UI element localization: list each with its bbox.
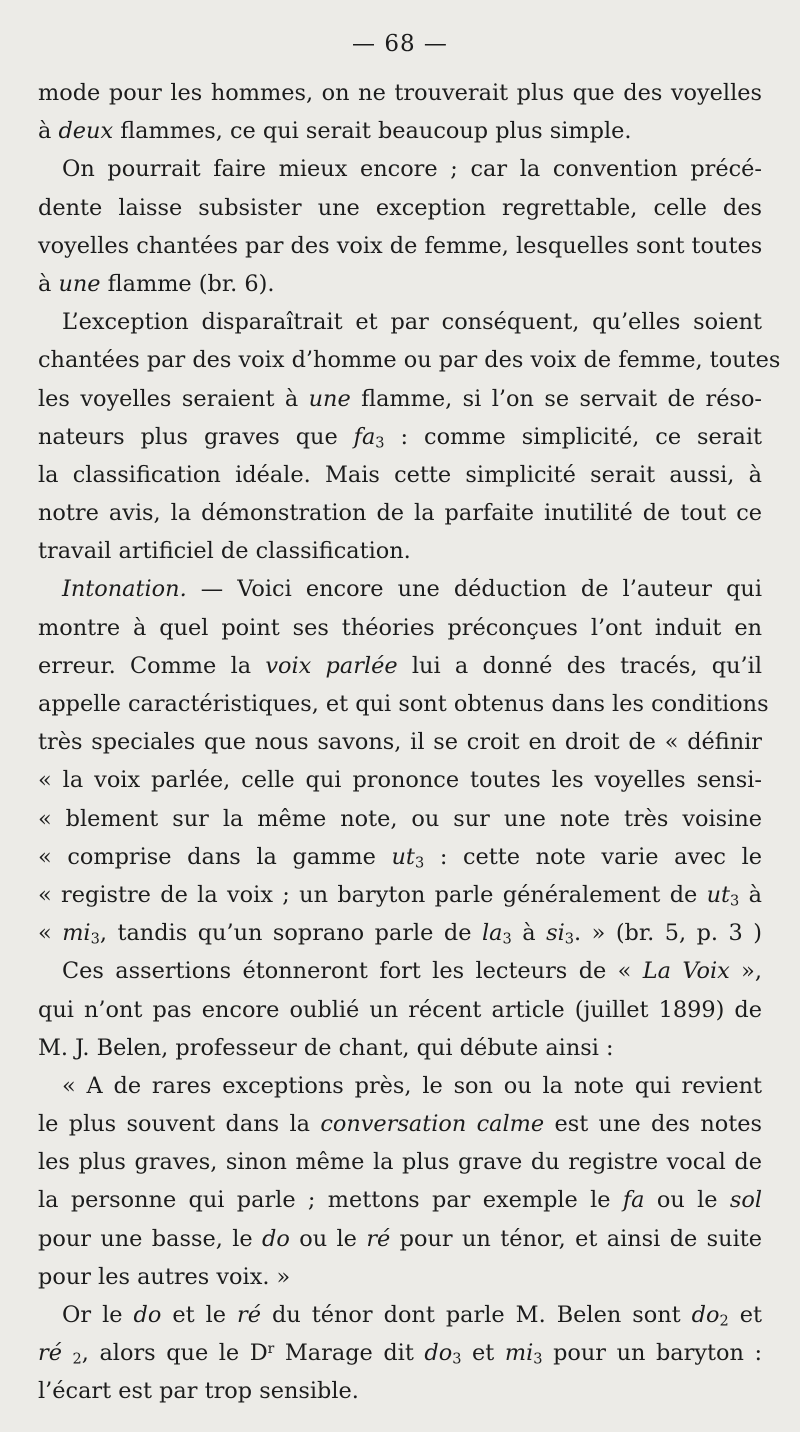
text-line: à deux flammes, ce qui serait beaucoup plus simple. (38, 118, 632, 145)
text-line: voyelles chantées par des voix de femme, lesquelles sont toutes (38, 232, 763, 259)
text-line: « blement sur la même note, ou sur une note très voisine (38, 805, 762, 832)
text-line: nateurs plus graves que $fa_3$ : comme simplicité, ce serait (38, 423, 762, 452)
text-line: erreur. Comme la voix parlée lui a donné des tracés, qu’il (38, 652, 762, 679)
text-line: les voyelles seraient à une flamme, si l’on se servait de réso- (38, 385, 762, 412)
text-line: pour une basse, le do ou le ré pour un ténor, et ainsi de suite (38, 1225, 762, 1252)
text-line: L’exception disparaîtrait et par conséquent, qu’elles soient (62, 309, 762, 336)
text-line: ré $_2$, alors que le $D^r$ Marage dit $do_3$ et $mi_3$ pour un baryton : (38, 1340, 762, 1368)
text-line: Ces assertions étonneront fort les lecteurs de « La Voix », (62, 958, 762, 985)
text-line: la classification idéale. Mais cette simplicité serait aussi, à (38, 461, 762, 488)
text-line: le plus souvent dans la conversation calme est une des notes (38, 1111, 763, 1138)
text-line: « registre de la voix ; un baryton parle généralement de $ut_3$ à (38, 881, 762, 910)
body-text (38, 74, 781, 1411)
text-line: appelle caractéristiques, et qui sont obtenus dans les conditions (38, 691, 769, 717)
text-line: la personne qui parle ; mettons par exemple le fa ou le sol (38, 1187, 762, 1214)
text-line: à une flamme (br. 6). (38, 270, 275, 297)
text-line: Or le do et le ré du ténor dont parle M. Belen sont $do_2$ et (62, 1302, 763, 1330)
text-line: « comprise dans la gamme $ut_3$ : cette note varie avec le (38, 843, 762, 872)
text-line: « $mi_3$, tandis qu’un soprano parle de $la_3$ à $si_3$. » (br. 5, p. 3 ) (38, 920, 762, 948)
text-line: chantées par des voix d’homme ou par des voix de femme, toutes (38, 347, 781, 374)
text-line: On pourrait faire mieux encore ; car la convention précé- (62, 156, 762, 183)
text-line: les plus graves, sinon même la plus grave du registre vocal de (38, 1149, 762, 1176)
text-line: « la voix parlée, celle qui prononce toutes les voyelles sensi- (38, 767, 762, 794)
text-line: très speciales que nous savons, il se croit en droit de « définir (38, 729, 762, 756)
text-line: qui n’ont pas encore oublié un récent article (juillet 1899) de (38, 996, 762, 1023)
page-number: — 68 — (352, 31, 448, 57)
text-line: mode pour les hommes, on ne trouverait plus que des voyelles (38, 80, 762, 106)
text-line: Intonation. — Voici encore une déduction de l’auteur qui (62, 576, 762, 603)
text-line: « A de rares exceptions près, le son ou la note qui revient (62, 1072, 762, 1099)
text-line: notre avis, la démonstration de la parfaite inutilité de tout ce (38, 500, 762, 527)
text-line: pour les autres voix. » (38, 1263, 291, 1290)
text-line: montre à quel point ses théories préconçues l’ont induit en (38, 614, 762, 641)
text-line: l’écart est par trop sensible. (38, 1378, 359, 1405)
text-line: dente laisse subsister une exception regrettable, celle des (38, 194, 762, 221)
text-line: travail artificiel de classification. (38, 538, 411, 565)
text-line: M. J. Belen, professeur de chant, qui débute ainsi : (38, 1034, 614, 1061)
